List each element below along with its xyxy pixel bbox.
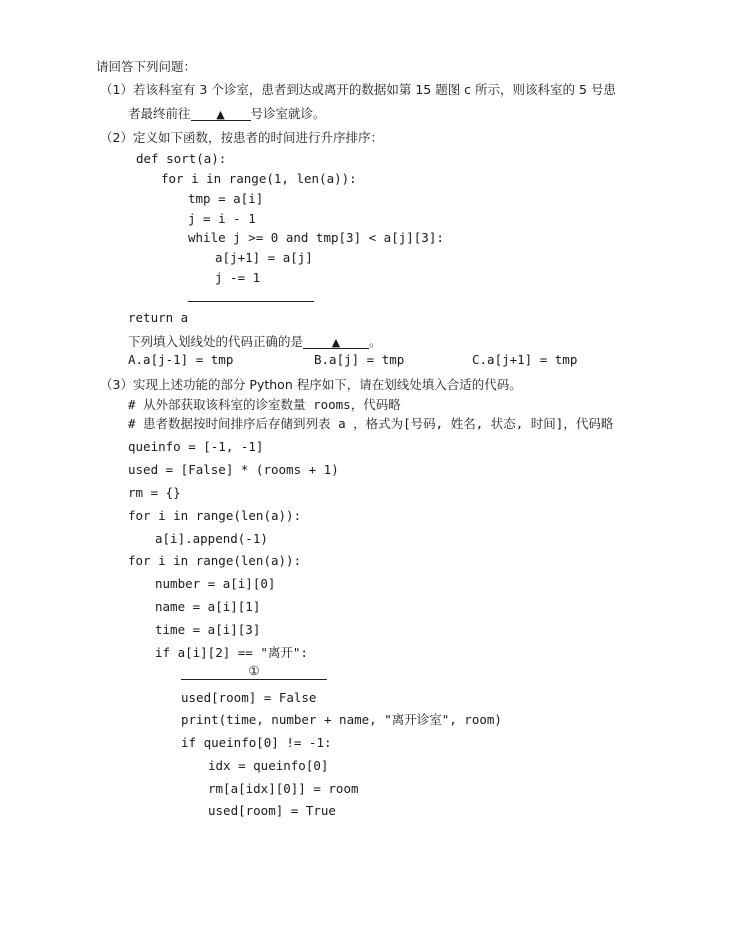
q1-answer-blank [191,106,251,121]
q3-code-line-12: if a[i][2] == "离开": [155,645,308,660]
intro-text: 请回答下列问题： [96,59,197,74]
q3-comment-1: # 从外部获取该科室的诊室数量 rooms，代码略 [128,397,401,412]
q2-code-line-8: return a [128,310,189,325]
q2-code-blank-line [188,301,314,302]
q2-answer-blank [303,334,369,349]
q3-code-line-18: used[room] = True [208,803,336,818]
q2-fill-line [128,334,382,350]
q3-code-line-6: for i in range(len(a)): [128,508,302,523]
q3-code-line-16: idx = queinfo[0] [208,758,329,773]
q2-code-line-3: tmp = a[i] [188,191,264,206]
q1-line2-pre: 者最终前往 [128,106,191,121]
q3-code-line-13: used[room] = False [181,690,317,705]
q3-code-line-11: time = a[i][3] [155,622,261,637]
q2-code-line-6: a[j+1] = a[j] [215,250,313,265]
q1-text: 若该科室有 3 个诊室，患者到达或离开的数据如第 15 题图 c 所示，则该科室的 5 号患 [132,82,616,97]
blank-triangle-icon: ▲ [331,336,341,349]
q2-code-line-7: j -= 1 [215,270,261,285]
blank-triangle-icon: ▲ [216,108,225,121]
q3-number: （3） [100,377,133,392]
q2-code-line-2: for i in range(1, len(a)): [161,171,357,186]
q3-line1 [100,377,522,393]
q2-code-line-5: while j >= 0 and tmp[3] < a[j][3]: [188,230,444,245]
q3-comment-2: # 患者数据按时间排序后存储到列表 a ，格式为[号码, 姓名, 状态, 时间]，代码略 [128,416,614,431]
q1-number: （1） [100,82,133,97]
q1-line1 [100,82,616,98]
q2-line1 [100,130,383,146]
q2-option-b: B.a[j] = tmp [314,352,405,367]
q3-blank-1 [181,663,327,680]
q1-line2-post: 号诊室就诊。 [250,106,326,121]
q3-code-line-14: print(time, number + name, "离开诊室", room) [181,712,502,727]
q1-line2 [128,106,326,122]
q3-code-line-17: rm[a[idx][0]] = room [208,781,359,796]
q3-code-line-10: name = a[i][1] [155,599,261,614]
q2-fill-post: 。 [369,334,382,349]
q3-code-line-8: for i in range(len(a)): [128,553,302,568]
q3-blank-1-mark: ① [248,663,260,678]
q3-code-line-5: rm = {} [128,485,181,500]
q2-option-c: C.a[j+1] = tmp [472,352,578,367]
q2-option-a: A.a[j-1] = tmp [128,352,234,367]
q3-code-line-7: a[i].append(-1) [155,531,268,546]
q3-text: 实现上述功能的部分 Python 程序如下，请在划线处填入合适的代码。 [132,377,522,392]
q2-code-line-4: j = i - 1 [188,211,256,226]
q2-fill-pre: 下列填入划线处的代码正确的是 [128,334,304,349]
q2-number: （2） [100,130,133,145]
q2-text: 定义如下函数，按患者的时间进行升序排序： [132,130,383,145]
q2-code-line-1: def sort(a): [136,151,227,166]
q3-code-line-3: queinfo = [-1, -1] [128,439,264,454]
q3-code-line-4: used = [False] * (rooms + 1) [128,462,339,477]
q3-code-line-9: number = a[i][0] [155,576,276,591]
q3-code-line-15: if queinfo[0] != -1: [181,735,332,750]
